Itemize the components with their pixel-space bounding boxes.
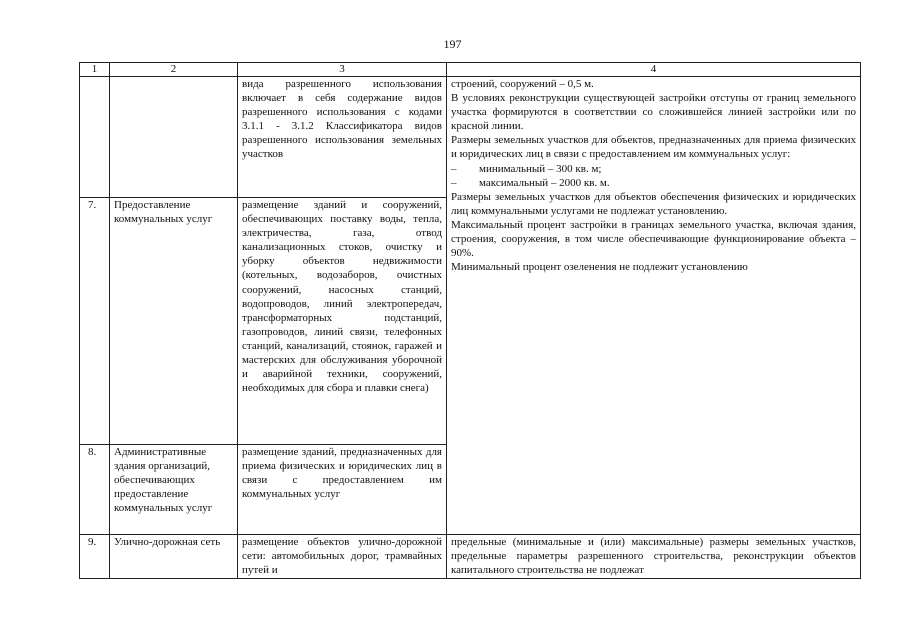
row-name [110, 77, 238, 198]
row-name: Административные здания организаций, обеспечивающих предоставление коммунальных услуг [110, 445, 238, 535]
row-number: 8. [80, 445, 110, 535]
row-number [80, 77, 110, 198]
column-number-row [80, 63, 861, 77]
row-name: Предоставление коммунальных услуг [110, 198, 238, 445]
params-paragraph: Максимальный процент застройки в границах земельного участка, включая здания, строения, сооружения, в том числе обеспечивающие функционирование объекта – 90%. [451, 218, 856, 260]
params-paragraph: строений, сооружений – 0,5 м. [451, 78, 594, 90]
regulations-table [79, 62, 861, 579]
column-header-4: 4 [447, 63, 861, 77]
column-header-1: 1 [80, 63, 110, 77]
page-number: 197 [443, 37, 462, 51]
column-header-3: 3 [238, 63, 447, 77]
params-paragraph: Размеры земельных участков для объектов, предназначенных для приема физических и юридических лиц в связи с предоставлением им коммунальных услуг: [451, 134, 856, 161]
column-header-2: 2 [110, 63, 238, 77]
params-paragraph: Минимальный процент озеленения не подлежит установлению [451, 261, 748, 274]
list-item: – максимальный – 2000 кв. м. [451, 176, 610, 189]
table-row-continuation [80, 77, 861, 198]
list-item: – минимальный – 300 кв. м; [451, 162, 602, 175]
row-description: размещение объектов улично-дорожной сети: автомобильных дорог, трамвайных путей и [238, 535, 447, 579]
row-parameters: предельные (минимальные и (или) максимальные) размеры земельных участков, предельные параметры разрешенного строительства, реконструкции объектов капитального строительства не подлежат [447, 535, 861, 579]
row-name: Улично-дорожная сеть [110, 535, 238, 579]
row-number: 9. [80, 535, 110, 579]
row-description: размещение зданий, предназначенных для приема физических и юридических лиц в связи с предоставлением им коммунальных услуг [238, 445, 447, 535]
row-parameters-merged [447, 77, 861, 535]
row-description: вида разрешенного использования включает в себя содержание видов разрешенного использования с кодами 3.1.1 - 3.1.2 Классификатора видов разрешенного использования земельных участков [238, 77, 447, 198]
row-description: размещение зданий и сооружений, обеспечивающих поставку воды, тепла, электричества, газа, отвод канализационных стоков, очистку и уборку объектов недвижимости (котельных, водозаборов, очистных сооружений, насосных станций, водопроводов, линий электропередач, трансформаторных подстанций, газопроводов, линий связи, телефонных станций, канализаций, стоянок, гаражей и мастерских для обслуживания уборочной и аварийной техники, сооружений, необходимых для сбора и плавки снега) [238, 198, 447, 445]
params-paragraph: В условиях реконструкции существующей застройки отступы от границ земельного участка формируются в соответствии со сложившейся линией застройки или по красной линии. [451, 92, 856, 133]
table-row [80, 535, 861, 579]
row-number: 7. [80, 198, 110, 445]
params-paragraph: Размеры земельных участков для объектов обеспечения физических и юридических лиц коммунальными услугами не подлежат установлению. [451, 190, 856, 217]
